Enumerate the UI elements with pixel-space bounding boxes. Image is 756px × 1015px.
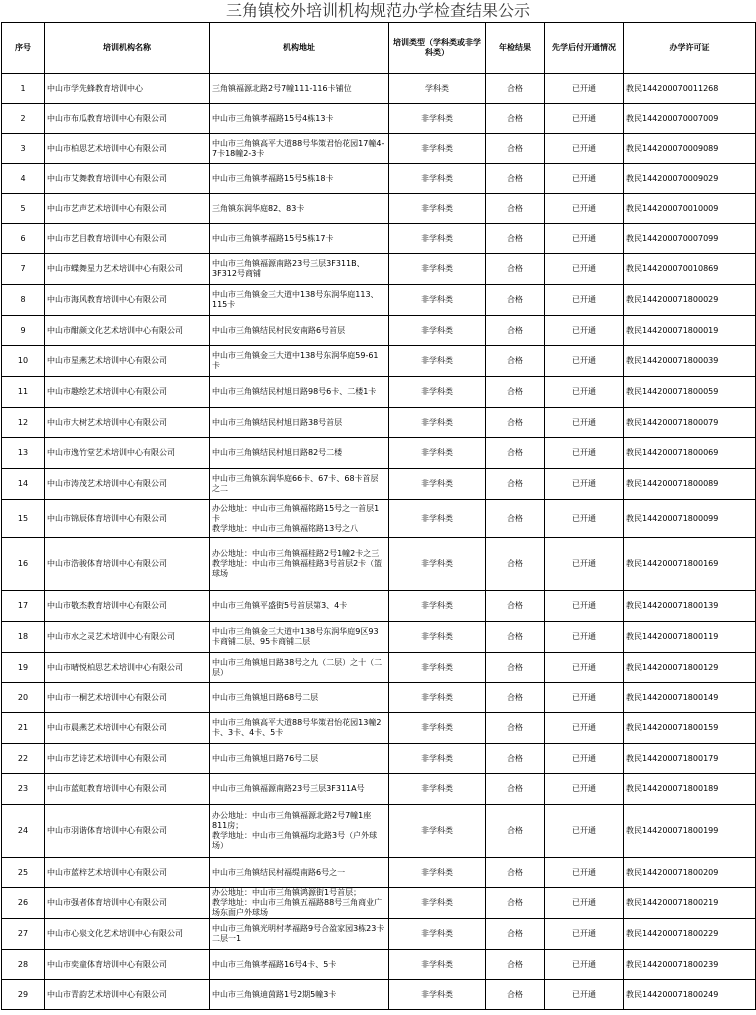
org-name: 中山市羽谐体育培训中心有限公司	[45, 805, 210, 858]
org-name: 中山市趣绘艺术培训中心有限公司	[45, 377, 210, 408]
row-number: 9	[2, 316, 45, 346]
training-type: 非学科类	[389, 713, 486, 744]
training-type: 非学科类	[389, 285, 486, 316]
org-name: 中山市大树艺术培训中心有限公司	[45, 408, 210, 438]
training-type: 非学科类	[389, 744, 486, 774]
license-number: 教民144200071800189	[624, 774, 756, 805]
org-address: 中山市三角镇高平大道88号华策君怡花园17幢4-7卡18幢2-3卡	[210, 134, 389, 164]
table-row	[2, 950, 756, 980]
license-number: 教民144200071800099	[624, 500, 756, 538]
org-name: 中山市星燕艺术培训中心有限公司	[45, 346, 210, 377]
table-row	[2, 774, 756, 805]
table-row	[2, 74, 756, 104]
license-number: 教民144200070009029	[624, 164, 756, 194]
org-name: 中山市艺诗艺术培训中心有限公司	[45, 744, 210, 774]
payment-status: 已开通	[545, 74, 624, 104]
payment-status: 已开通	[545, 224, 624, 254]
license-number: 教民144200071800139	[624, 591, 756, 622]
org-address: 中山市三角镇孝福路15号4栋13卡	[210, 104, 389, 134]
org-address: 办公地址：中山市三角镇福源北路2号7幢1座811房； 教学地址：中山市三角镇福均北路3号（户外球场）	[210, 805, 389, 858]
training-type: 非学科类	[389, 104, 486, 134]
org-address: 中山市三角镇孝福路15号5栋18卡	[210, 164, 389, 194]
table-row	[2, 591, 756, 622]
org-address: 中山市三角镇金三大道中138号东润华庭59-61卡	[210, 346, 389, 377]
org-address: 中山市三角镇结民村旭日路38号首层	[210, 408, 389, 438]
payment-status: 已开通	[545, 622, 624, 653]
training-type: 非学科类	[389, 469, 486, 500]
inspection-result: 合格	[486, 134, 545, 164]
payment-status: 已开通	[545, 377, 624, 408]
org-name: 中山市学先蜂教育培训中心	[45, 74, 210, 104]
training-type: 非学科类	[389, 408, 486, 438]
training-type: 非学科类	[389, 194, 486, 224]
org-name: 中山市青韵艺术培训中心有限公司	[45, 980, 210, 1010]
org-address: 中山市三角镇金三大道中138号东润华庭113、115卡	[210, 285, 389, 316]
row-number: 18	[2, 622, 45, 653]
license-number: 教民144200071800179	[624, 744, 756, 774]
training-type: 非学科类	[389, 622, 486, 653]
org-address: 中山市三角镇迪茵路1号2期5幢3卡	[210, 980, 389, 1010]
org-name: 中山市艺声艺术培训中心有限公司	[45, 194, 210, 224]
row-number: 21	[2, 713, 45, 744]
inspection-result: 合格	[486, 285, 545, 316]
license-number: 教民144200071800129	[624, 653, 756, 683]
training-type: 非学科类	[389, 774, 486, 805]
org-address: 中山市三角镇旭日路68号二层	[210, 683, 389, 713]
row-number: 16	[2, 538, 45, 591]
training-type: 非学科类	[389, 653, 486, 683]
table-row	[2, 744, 756, 774]
row-number: 6	[2, 224, 45, 254]
payment-status: 已开通	[545, 919, 624, 950]
payment-status: 已开通	[545, 591, 624, 622]
training-type: 非学科类	[389, 164, 486, 194]
license-number: 教民144200071800059	[624, 377, 756, 408]
org-name: 中山市逸竹堂艺术培训中心有限公司	[45, 438, 210, 469]
training-type: 非学科类	[389, 346, 486, 377]
license-number: 教民144200070007099	[624, 224, 756, 254]
inspection-result: 合格	[486, 408, 545, 438]
inspection-table	[1, 22, 756, 1010]
payment-status: 已开通	[545, 713, 624, 744]
org-name: 中山市心泉文化艺术培训中心有限公司	[45, 919, 210, 950]
inspection-result: 合格	[486, 713, 545, 744]
header-type: 培训类型（学科类或非学科类）	[389, 23, 486, 74]
payment-status: 已开通	[545, 950, 624, 980]
row-number: 5	[2, 194, 45, 224]
org-name: 中山市晨燕艺术培训中心有限公司	[45, 713, 210, 744]
org-address: 中山市三角镇福源南路23号三层3F311B、3F312号商铺	[210, 254, 389, 285]
table-row	[2, 683, 756, 713]
header-no: 序号	[2, 23, 45, 74]
table-row	[2, 653, 756, 683]
payment-status: 已开通	[545, 500, 624, 538]
table-row	[2, 438, 756, 469]
org-address: 中山市三角镇结民村旭日路98号6卡、二楼1卡	[210, 377, 389, 408]
org-address: 中山市三角镇结民村旭日路82号二楼	[210, 438, 389, 469]
license-number: 教民144200070011268	[624, 74, 756, 104]
inspection-result: 合格	[486, 500, 545, 538]
row-number: 15	[2, 500, 45, 538]
license-number: 教民144200071800169	[624, 538, 756, 591]
table-row	[2, 805, 756, 858]
page-title: 三角镇校外培训机构规范办学检查结果公示	[225, 1, 530, 20]
training-type: 非学科类	[389, 950, 486, 980]
row-number: 12	[2, 408, 45, 438]
inspection-result: 合格	[486, 919, 545, 950]
table-row	[2, 164, 756, 194]
row-number: 1	[2, 74, 45, 104]
payment-status: 已开通	[545, 134, 624, 164]
table-row	[2, 622, 756, 653]
license-number: 教民144200071800159	[624, 713, 756, 744]
inspection-result: 合格	[486, 774, 545, 805]
table-row	[2, 538, 756, 591]
training-type: 非学科类	[389, 134, 486, 164]
org-address: 中山市三角镇孝福路15号5栋17卡	[210, 224, 389, 254]
license-number: 教民144200070009089	[624, 134, 756, 164]
org-address: 中山市三角镇金三大道中138号东润华庭9区93卡商铺二层、95卡商铺二层	[210, 622, 389, 653]
inspection-result: 合格	[486, 346, 545, 377]
table-row	[2, 104, 756, 134]
header-result: 年检结果	[486, 23, 545, 74]
training-type: 非学科类	[389, 254, 486, 285]
training-type: 非学科类	[389, 805, 486, 858]
inspection-result: 合格	[486, 980, 545, 1010]
payment-status: 已开通	[545, 683, 624, 713]
table-row	[2, 316, 756, 346]
training-type: 非学科类	[389, 538, 486, 591]
row-number: 25	[2, 858, 45, 888]
training-type: 非学科类	[389, 377, 486, 408]
payment-status: 已开通	[545, 774, 624, 805]
inspection-result: 合格	[486, 805, 545, 858]
table-row	[2, 377, 756, 408]
org-name: 中山市浩骏体育培训中心有限公司	[45, 538, 210, 591]
table-row	[2, 469, 756, 500]
row-number: 17	[2, 591, 45, 622]
license-number: 教民144200070007009	[624, 104, 756, 134]
row-number: 4	[2, 164, 45, 194]
org-address: 中山市三角镇光明村孝福路9号合盈家园3栋23卡二层一1	[210, 919, 389, 950]
license-number: 教民144200071800119	[624, 622, 756, 653]
training-type: 非学科类	[389, 591, 486, 622]
header-name: 培训机构名称	[45, 23, 210, 74]
table-row	[2, 888, 756, 919]
org-name: 中山市艾舞教育培训中心有限公司	[45, 164, 210, 194]
table-row	[2, 285, 756, 316]
table-row	[2, 980, 756, 1010]
license-number: 教民144200071800089	[624, 469, 756, 500]
org-address: 中山市三角镇旭日路76号二层	[210, 744, 389, 774]
payment-status: 已开通	[545, 744, 624, 774]
row-number: 19	[2, 653, 45, 683]
training-type: 非学科类	[389, 683, 486, 713]
payment-status: 已开通	[545, 408, 624, 438]
inspection-result: 合格	[486, 438, 545, 469]
row-number: 7	[2, 254, 45, 285]
training-type: 非学科类	[389, 224, 486, 254]
org-address: 办公地址：中山市三角镇福桂路2号1幢2卡之三 教学地址：中山市三角镇福桂路3号首层2卡（篮球场	[210, 538, 389, 591]
payment-status: 已开通	[545, 538, 624, 591]
org-name: 中山市蓝梓艺术培训中心有限公司	[45, 858, 210, 888]
org-name: 中山市蝶舞星力艺术培训中心有限公司	[45, 254, 210, 285]
row-number: 27	[2, 919, 45, 950]
org-name: 中山市涛茂艺术培训中心有限公司	[45, 469, 210, 500]
table-row	[2, 713, 756, 744]
org-name: 中山市晴悦柏思艺术培训中心有限公司	[45, 653, 210, 683]
row-number: 20	[2, 683, 45, 713]
payment-status: 已开通	[545, 254, 624, 285]
org-address: 办公地址：中山市三角镇福铭路15号之一首层1卡 教学地址：中山市三角镇福铭路13号之八	[210, 500, 389, 538]
org-address: 中山市三角镇东润华庭66卡、67卡、68卡首层之二	[210, 469, 389, 500]
org-address: 中山市三角镇平盛街5号首层第3、4卡	[210, 591, 389, 622]
license-number: 教民144200071800039	[624, 346, 756, 377]
row-number: 14	[2, 469, 45, 500]
payment-status: 已开通	[545, 164, 624, 194]
inspection-result: 合格	[486, 104, 545, 134]
training-type: 非学科类	[389, 888, 486, 919]
training-type: 非学科类	[389, 316, 486, 346]
header-license: 办学许可证	[624, 23, 756, 74]
inspection-result: 合格	[486, 316, 545, 346]
org-address: 中山市三角镇孝福路16号4卡、5卡	[210, 950, 389, 980]
license-number: 教民144200071800149	[624, 683, 756, 713]
inspection-result: 合格	[486, 888, 545, 919]
org-address: 中山市三角镇高平大道88号华策君怡花园13幢2卡、3卡、4卡、5卡	[210, 713, 389, 744]
license-number: 教民144200071800029	[624, 285, 756, 316]
training-type: 非学科类	[389, 858, 486, 888]
org-name: 中山市布瓜教育培训中心有限公司	[45, 104, 210, 134]
training-type: 非学科类	[389, 500, 486, 538]
inspection-result: 合格	[486, 622, 545, 653]
license-number: 教民144200071800019	[624, 316, 756, 346]
row-number: 11	[2, 377, 45, 408]
org-name: 中山市强者体育培训中心有限公司	[45, 888, 210, 919]
payment-status: 已开通	[545, 980, 624, 1010]
license-number: 教民144200071800199	[624, 805, 756, 858]
header-address: 机构地址	[210, 23, 389, 74]
inspection-result: 合格	[486, 591, 545, 622]
table-row	[2, 224, 756, 254]
org-name: 中山市敬杰教育培训中心有限公司	[45, 591, 210, 622]
row-number: 10	[2, 346, 45, 377]
payment-status: 已开通	[545, 469, 624, 500]
header-payment: 先学后付开通情况	[545, 23, 624, 74]
payment-status: 已开通	[545, 316, 624, 346]
license-number: 教民144200070010869	[624, 254, 756, 285]
table-row	[2, 500, 756, 538]
row-number: 13	[2, 438, 45, 469]
org-address: 中山市三角镇结民村民安南路6号首层	[210, 316, 389, 346]
license-number: 教民144200071800219	[624, 888, 756, 919]
table-row	[2, 134, 756, 164]
payment-status: 已开通	[545, 805, 624, 858]
license-number: 教民144200071800239	[624, 950, 756, 980]
org-address: 中山市三角镇结民村福缇南路6号之一	[210, 858, 389, 888]
payment-status: 已开通	[545, 438, 624, 469]
table-row	[2, 919, 756, 950]
org-name: 中山市酣颜文化艺术培训中心有限公司	[45, 316, 210, 346]
training-type: 非学科类	[389, 919, 486, 950]
row-number: 2	[2, 104, 45, 134]
row-number: 29	[2, 980, 45, 1010]
row-number: 26	[2, 888, 45, 919]
payment-status: 已开通	[545, 653, 624, 683]
payment-status: 已开通	[545, 104, 624, 134]
org-name: 中山市锦辰体育培训中心有限公司	[45, 500, 210, 538]
inspection-result: 合格	[486, 683, 545, 713]
inspection-result: 合格	[486, 469, 545, 500]
inspection-result: 合格	[486, 164, 545, 194]
inspection-result: 合格	[486, 950, 545, 980]
org-name: 中山市奕童体育培训中心有限公司	[45, 950, 210, 980]
row-number: 8	[2, 285, 45, 316]
training-type: 非学科类	[389, 980, 486, 1010]
license-number: 教民144200071800209	[624, 858, 756, 888]
table-row	[2, 346, 756, 377]
license-number: 教民144200070010009	[624, 194, 756, 224]
org-name: 中山市水之灵艺术培训中心有限公司	[45, 622, 210, 653]
row-number: 22	[2, 744, 45, 774]
org-address: 中山市三角镇福源南路23号三层3F311A号	[210, 774, 389, 805]
training-type: 学科类	[389, 74, 486, 104]
inspection-result: 合格	[486, 858, 545, 888]
inspection-result: 合格	[486, 224, 545, 254]
org-name: 中山市一桐艺术培训中心有限公司	[45, 683, 210, 713]
org-name: 中山市柏思艺术培训中心有限公司	[45, 134, 210, 164]
payment-status: 已开通	[545, 285, 624, 316]
payment-status: 已开通	[545, 888, 624, 919]
org-address: 办公地址：中山市三角镇鸿源街1号首层； 教学地址：中山市三角镇五福路88号三角商业广场东面户外球场	[210, 888, 389, 919]
license-number: 教民144200071800079	[624, 408, 756, 438]
inspection-result: 合格	[486, 74, 545, 104]
license-number: 教民144200071800069	[624, 438, 756, 469]
org-address: 三角镇东润华庭82、83卡	[210, 194, 389, 224]
org-address: 三角镇福源北路2号7幢111-116卡铺位	[210, 74, 389, 104]
row-number: 24	[2, 805, 45, 858]
inspection-result: 合格	[486, 538, 545, 591]
training-type: 非学科类	[389, 438, 486, 469]
table-row	[2, 858, 756, 888]
row-number: 23	[2, 774, 45, 805]
row-number: 28	[2, 950, 45, 980]
org-name: 中山市艺目教育培训中心有限公司	[45, 224, 210, 254]
payment-status: 已开通	[545, 858, 624, 888]
inspection-result: 合格	[486, 377, 545, 408]
table-row	[2, 194, 756, 224]
inspection-result: 合格	[486, 194, 545, 224]
table-row	[2, 408, 756, 438]
row-number: 3	[2, 134, 45, 164]
payment-status: 已开通	[545, 194, 624, 224]
table-row	[2, 254, 756, 285]
table-header-row	[2, 23, 756, 74]
license-number: 教民144200071800249	[624, 980, 756, 1010]
inspection-result: 合格	[486, 744, 545, 774]
org-name: 中山市蓝虹教育培训中心有限公司	[45, 774, 210, 805]
org-name: 中山市海风教育培训中心有限公司	[45, 285, 210, 316]
org-address: 中山市三角镇旭日路38号之九（二层）之十（二层）	[210, 653, 389, 683]
license-number: 教民144200071800229	[624, 919, 756, 950]
payment-status: 已开通	[545, 346, 624, 377]
inspection-result: 合格	[486, 254, 545, 285]
inspection-result: 合格	[486, 653, 545, 683]
